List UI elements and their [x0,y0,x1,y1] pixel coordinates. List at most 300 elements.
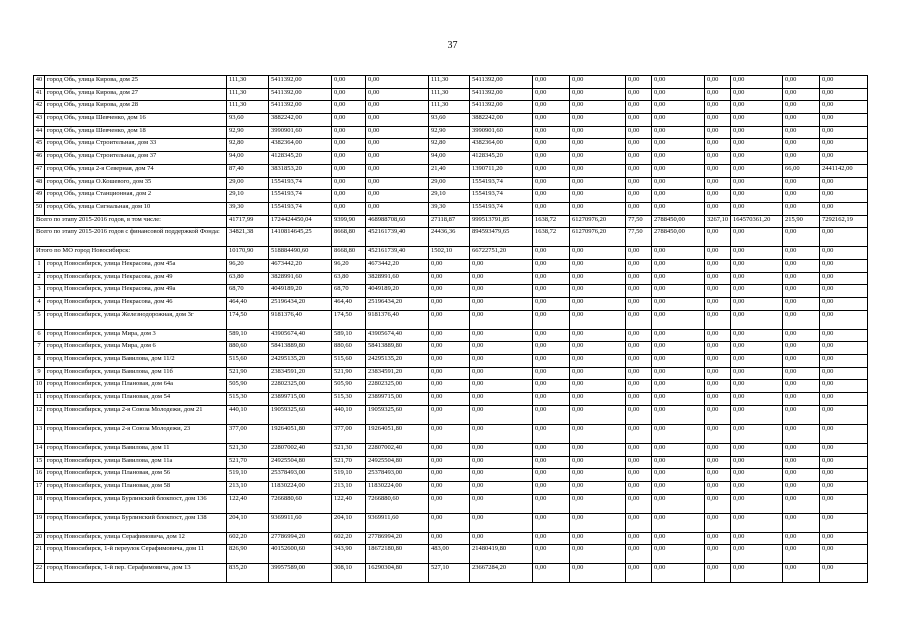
value-cell: 0,00 [731,494,783,513]
value-cell: 602,20 [332,532,366,545]
value-cell: 0,00 [533,139,570,152]
value-cell: 0,00 [705,564,731,583]
value-cell: 93,60 [227,114,269,127]
value-cell: 77,50 [626,215,652,228]
value-cell: 826,90 [227,545,269,564]
row-number: 9 [34,367,45,380]
value-cell: 505,90 [227,380,269,393]
value-cell: 61270976,20 [570,215,626,228]
table-row [34,380,868,393]
value-cell: 0,00 [820,259,868,272]
value-cell: 41717,99 [227,215,269,228]
value-cell: 0,00 [783,481,820,494]
value-cell: 0,00 [570,272,626,285]
row-number: 12 [34,405,45,424]
table-row [34,164,868,177]
value-cell: 0,00 [820,285,868,298]
value-cell: 0,00 [570,545,626,564]
value-cell: 43905674,40 [366,329,429,342]
value-cell: 0,00 [533,272,570,285]
value-cell: 3828991,60 [366,272,429,285]
row-number: 7 [34,342,45,355]
value-cell: 0,00 [652,298,705,311]
row-number: 20 [34,532,45,545]
value-cell: 0,00 [366,114,429,127]
value-cell: 0,00 [429,342,470,355]
value-cell: 835,20 [227,564,269,583]
table-row [34,443,868,456]
value-cell: 0,00 [783,139,820,152]
value-cell: 0,00 [332,190,366,203]
value-cell: 0,00 [820,298,868,311]
value-cell: 0,00 [533,152,570,165]
value-cell: 0,00 [731,88,783,101]
value-cell: 0,00 [820,355,868,368]
value-cell: 0,00 [652,272,705,285]
row-number: 5 [34,310,45,329]
value-cell: 0,00 [783,177,820,190]
value-cell: 0,00 [652,494,705,513]
value-cell: 0,00 [731,285,783,298]
table-row [34,272,868,285]
value-cell: 0,00 [731,380,783,393]
value-cell: 0,00 [731,247,783,260]
value-cell: 521,30 [227,443,269,456]
value-cell: 63,80 [227,272,269,285]
address-cell: город Обь, улица 2-я Северная, дом 74 [45,164,227,177]
value-cell: 0,00 [705,114,731,127]
table-row [34,513,868,532]
value-cell: 92,80 [227,139,269,152]
value-cell: 63,80 [332,272,366,285]
row-number: 17 [34,481,45,494]
row-number: 13 [34,424,45,443]
value-cell: 0,00 [470,367,533,380]
value-cell: 0,00 [470,405,533,424]
value-cell: 452161739,40 [366,247,429,260]
value-cell: 8668,80 [332,228,366,247]
value-cell: 0,00 [570,101,626,114]
value-cell: 521,90 [227,367,269,380]
value-cell: 9399,90 [332,215,366,228]
value-cell: 0,00 [652,88,705,101]
value-cell: 1638,72 [533,228,570,247]
value-cell: 111,30 [227,88,269,101]
address-cell: город Обь, улица Шевченко, дом 16 [45,114,227,127]
value-cell: 0,00 [652,247,705,260]
value-cell: 0,00 [820,456,868,469]
table-row [34,298,868,311]
value-cell: 21480419,80 [470,545,533,564]
address-cell: город Новосибирск, улица Некрасова, дом 46 [45,298,227,311]
value-cell: 27786994,20 [366,532,429,545]
value-cell: 894593479,65 [470,228,533,247]
value-cell: 0,00 [429,285,470,298]
value-cell: 1554193,74 [269,177,332,190]
value-cell: 0,00 [470,443,533,456]
value-cell: 0,00 [429,380,470,393]
value-cell: 0,00 [570,298,626,311]
value-cell: 377,00 [227,424,269,443]
value-cell: 4128345,20 [269,152,332,165]
value-cell: 0,00 [626,393,652,406]
value-cell: 0,00 [705,285,731,298]
value-cell: 0,00 [783,202,820,215]
value-cell: 0,00 [820,469,868,482]
value-cell: 0,00 [783,564,820,583]
address-cell: город Новосибирск, улица Бурлинский блокпост, дом 136 [45,494,227,513]
value-cell: 589,10 [227,329,269,342]
value-cell: 0,00 [626,152,652,165]
row-number: 47 [34,164,45,177]
value-cell: 0,00 [820,88,868,101]
value-cell: 0,00 [626,285,652,298]
value-cell: 0,00 [470,513,533,532]
value-cell: 0,00 [820,101,868,114]
value-cell: 87,40 [227,164,269,177]
value-cell: 0,00 [783,424,820,443]
value-cell: 0,00 [652,259,705,272]
value-cell: 0,00 [470,481,533,494]
value-cell: 308,10 [332,564,366,583]
value-cell: 0,00 [533,190,570,203]
value-cell: 0,00 [429,367,470,380]
value-cell: 5411392,00 [470,101,533,114]
value-cell: 0,00 [626,177,652,190]
value-cell: 0,00 [533,380,570,393]
value-cell: 0,00 [652,342,705,355]
value-cell: 0,00 [783,469,820,482]
value-cell: 0,00 [705,424,731,443]
value-cell: 0,00 [570,564,626,583]
value-cell: 0,00 [820,481,868,494]
value-cell: 0,00 [332,202,366,215]
value-cell: 343,90 [332,545,366,564]
value-cell: 0,00 [731,481,783,494]
value-cell: 0,00 [705,329,731,342]
value-cell: 0,00 [533,329,570,342]
value-cell: 0,00 [626,469,652,482]
value-cell: 0,00 [366,190,429,203]
value-cell: 0,00 [783,456,820,469]
address-cell: город Обь, улица Кирова, дом 27 [45,88,227,101]
value-cell: 0,00 [652,545,705,564]
address-cell: город Обь, улица Строительная, дом 37 [45,152,227,165]
row-number: 50 [34,202,45,215]
value-cell: 19059325,60 [366,405,429,424]
address-cell: город Новосибирск, улица Плановая, дом 64а [45,380,227,393]
address-cell: город Новосибирск, улица Бурлинский блокпост, дом 138 [45,513,227,532]
value-cell: 29,10 [227,190,269,203]
value-cell: 4049189,20 [269,285,332,298]
value-cell: 23834591,20 [269,367,332,380]
value-cell: 0,00 [533,405,570,424]
value-cell: 0,00 [533,285,570,298]
value-cell: 5411392,00 [269,88,332,101]
value-cell: 0,00 [332,139,366,152]
table-row [34,545,868,564]
value-cell: 0,00 [626,126,652,139]
value-cell: 111,30 [429,76,470,89]
value-cell: 0,00 [366,76,429,89]
value-cell: 0,00 [783,443,820,456]
value-cell: 1554193,74 [269,190,332,203]
value-cell: 0,00 [820,443,868,456]
value-cell: 0,00 [429,298,470,311]
value-cell: 0,00 [705,355,731,368]
value-cell: 0,00 [731,456,783,469]
value-cell: 0,00 [570,139,626,152]
value-cell: 0,00 [570,367,626,380]
table-row [34,114,868,127]
value-cell: 0,00 [570,443,626,456]
table-row [34,285,868,298]
value-cell: 0,00 [652,126,705,139]
value-cell: 0,00 [533,88,570,101]
value-cell: 515,30 [227,393,269,406]
value-cell: 0,00 [731,532,783,545]
value-cell: 0,00 [783,329,820,342]
value-cell: 5411392,00 [470,76,533,89]
table-row [34,494,868,513]
value-cell: 0,00 [332,152,366,165]
value-cell: 0,00 [705,177,731,190]
row-number: 48 [34,177,45,190]
value-cell: 0,00 [820,367,868,380]
value-cell: 0,00 [652,101,705,114]
value-cell: 111,30 [227,76,269,89]
value-cell: 0,00 [705,342,731,355]
table-row [34,259,868,272]
value-cell: 0,00 [820,393,868,406]
value-cell: 1638,72 [533,215,570,228]
value-cell: 0,00 [820,139,868,152]
value-cell: 9181376,40 [269,310,332,329]
value-cell: 0,00 [820,126,868,139]
value-cell: 440,10 [332,405,366,424]
value-cell: 0,00 [533,494,570,513]
value-cell: 3828991,60 [269,272,332,285]
value-cell: 0,00 [470,456,533,469]
value-cell: 0,00 [820,405,868,424]
value-cell: 505,90 [332,380,366,393]
address-cell: город Новосибирск, улица Вавилова, дом 11а [45,456,227,469]
value-cell: 0,00 [705,380,731,393]
value-cell: 0,00 [705,76,731,89]
value-cell: 0,00 [570,494,626,513]
value-cell: 440,10 [227,405,269,424]
value-cell: 0,00 [429,443,470,456]
value-cell: 527,10 [429,564,470,583]
table-row [34,393,868,406]
value-cell: 0,00 [705,139,731,152]
value-cell: 1390711,20 [470,164,533,177]
value-cell: 0,00 [533,532,570,545]
value-cell: 0,00 [533,424,570,443]
value-cell: 0,00 [705,190,731,203]
value-cell: 0,00 [533,202,570,215]
value-cell: 0,00 [570,202,626,215]
value-cell: 174,50 [332,310,366,329]
value-cell: 0,00 [626,310,652,329]
value-cell: 0,00 [783,532,820,545]
value-cell: 1554193,74 [470,202,533,215]
value-cell: 27786994,20 [269,532,332,545]
address-cell: город Обь, улица Кирова, дом 25 [45,76,227,89]
value-cell: 0,00 [626,272,652,285]
value-cell: 0,00 [570,405,626,424]
value-cell: 0,00 [783,298,820,311]
table-row [34,481,868,494]
address-cell: город Обь, улица Строительная, дом 33 [45,139,227,152]
value-cell: 0,00 [570,456,626,469]
address-cell: город Новосибирск, улица 2-я Союза Молодежи, 23 [45,424,227,443]
value-cell: 0,00 [820,272,868,285]
value-cell: 0,00 [705,532,731,545]
row-number: 8 [34,355,45,368]
value-cell: 0,00 [731,126,783,139]
value-cell: 39,30 [429,202,470,215]
value-cell: 0,00 [652,513,705,532]
value-cell: 0,00 [783,494,820,513]
value-cell: 0,00 [820,76,868,89]
value-cell: 0,00 [820,564,868,583]
value-cell: 0,00 [533,456,570,469]
value-cell: 0,00 [626,564,652,583]
value-cell: 0,00 [731,443,783,456]
value-cell: 0,00 [366,126,429,139]
row-number: 21 [34,545,45,564]
value-cell: 0,00 [533,298,570,311]
value-cell: 0,00 [783,76,820,89]
value-cell: 68,70 [332,285,366,298]
value-cell: 0,00 [533,126,570,139]
value-cell: 0,00 [731,228,783,247]
row-number: 45 [34,139,45,152]
value-cell: 0,00 [470,424,533,443]
value-cell: 0,00 [429,310,470,329]
table-row [34,564,868,583]
value-cell: 0,00 [820,202,868,215]
value-cell: 0,00 [570,285,626,298]
address-cell: город Обь, улица Кирова, дом 28 [45,101,227,114]
value-cell: 0,00 [731,202,783,215]
value-cell: 0,00 [783,367,820,380]
value-cell: 0,00 [783,247,820,260]
value-cell: 0,00 [705,259,731,272]
value-cell: 0,00 [626,88,652,101]
value-cell: 0,00 [626,202,652,215]
value-cell: 0,00 [429,494,470,513]
value-cell: 0,00 [570,177,626,190]
value-cell: 0,00 [783,310,820,329]
value-cell: 25196434,20 [366,298,429,311]
value-cell: 0,00 [783,152,820,165]
value-cell: 518884490,60 [269,247,332,260]
value-cell: 0,00 [783,88,820,101]
row-number: 2 [34,272,45,285]
row-number: 10 [34,380,45,393]
value-cell: 0,00 [626,532,652,545]
value-cell: 0,00 [570,329,626,342]
value-cell: 93,60 [429,114,470,127]
value-cell: 0,00 [652,380,705,393]
value-cell: 3882242,00 [269,114,332,127]
address-cell: город Обь, улица Шевченко, дом 18 [45,126,227,139]
row-number: 15 [34,456,45,469]
value-cell: 0,00 [783,545,820,564]
value-cell: 0,00 [820,310,868,329]
table-row [34,424,868,443]
value-cell: 39,30 [227,202,269,215]
value-cell: 25196434,20 [269,298,332,311]
value-cell: 0,00 [820,532,868,545]
housing-program-table [33,75,868,583]
value-cell: 0,00 [470,532,533,545]
value-cell: 0,00 [731,513,783,532]
summary-label: Всего по этапу 2015-2016 годов, в том числе: [34,215,227,228]
value-cell: 0,00 [731,114,783,127]
value-cell: 0,00 [570,481,626,494]
value-cell: 0,00 [652,481,705,494]
address-cell: город Обь, улица Станционная, дом 2 [45,190,227,203]
table-row [34,76,868,89]
value-cell: 0,00 [652,139,705,152]
value-cell: 204,10 [332,513,366,532]
value-cell: 0,00 [652,285,705,298]
row-number: 1 [34,259,45,272]
table-row [34,456,868,469]
value-cell: 1410814645,25 [269,228,332,247]
value-cell: 23899715,00 [366,393,429,406]
value-cell: 4382364,00 [470,139,533,152]
value-cell: 92,90 [429,126,470,139]
value-cell: 0,00 [570,247,626,260]
value-cell: 0,00 [570,259,626,272]
value-cell: 0,00 [332,101,366,114]
value-cell: 0,00 [332,164,366,177]
value-cell: 66,00 [783,164,820,177]
value-cell: 0,00 [429,272,470,285]
value-cell: 24295135,20 [269,355,332,368]
value-cell: 0,00 [366,164,429,177]
value-cell: 2788450,00 [652,228,705,247]
value-cell: 0,00 [429,532,470,545]
value-cell: 0,00 [705,310,731,329]
value-cell: 24925504,80 [366,456,429,469]
table-row [34,139,868,152]
value-cell: 0,00 [533,393,570,406]
value-cell: 5411392,00 [269,76,332,89]
value-cell: 0,00 [366,88,429,101]
value-cell: 0,00 [626,114,652,127]
value-cell: 3882242,00 [470,114,533,127]
value-cell: 0,00 [652,424,705,443]
value-cell: 0,00 [820,329,868,342]
value-cell: 0,00 [626,76,652,89]
value-cell: 22802325,00 [269,380,332,393]
value-cell: 0,00 [470,298,533,311]
row-number: 44 [34,126,45,139]
value-cell: 0,00 [783,342,820,355]
value-cell: 0,00 [429,393,470,406]
value-cell: 0,00 [626,513,652,532]
value-cell: 0,00 [470,329,533,342]
table-row [34,215,868,228]
value-cell: 0,00 [332,114,366,127]
value-cell: 0,00 [366,202,429,215]
value-cell: 0,00 [533,259,570,272]
